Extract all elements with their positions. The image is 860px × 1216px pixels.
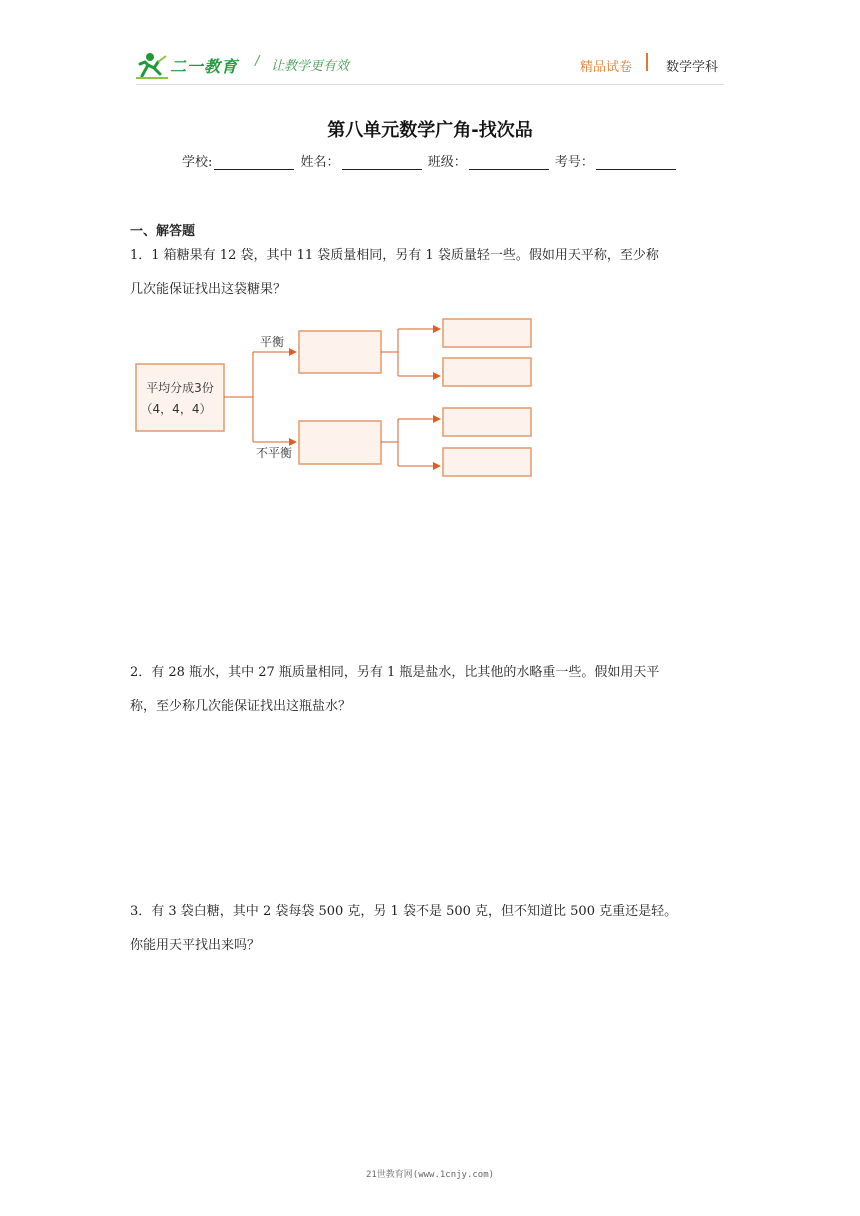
name-label: 姓名： [300, 155, 340, 170]
slogan-divider: / [255, 54, 260, 69]
name-field[interactable] [342, 155, 422, 170]
answer-box-mid-top [299, 331, 381, 373]
school-label: 学校: [182, 155, 213, 170]
branch-unbalanced-label: 不平衡 [256, 446, 293, 460]
page-footer: 21世教育网(www.1cnjy.com) [365, 1170, 495, 1180]
connector [381, 419, 398, 466]
answer-box-right-1 [443, 319, 531, 347]
header-rule [136, 84, 724, 85]
answer-box-mid-bottom [299, 421, 381, 464]
page-title: 第八单元数学广角-找次品 [327, 120, 533, 141]
question-text: 几次能保证找出这袋糖果？ [130, 282, 287, 297]
question-text: 你能用天平找出来吗？ [130, 938, 261, 953]
tag-premium: 精品试卷 [579, 60, 632, 75]
connector [381, 329, 398, 376]
question-3 [130, 895, 730, 963]
answer-box-right-4 [443, 448, 531, 476]
school-field[interactable] [214, 155, 294, 170]
answer-box-right-3 [443, 408, 531, 436]
exam-no-field[interactable] [596, 155, 676, 170]
weighing-flow-diagram [133, 316, 543, 486]
branch-balanced-label: 平衡 [260, 335, 285, 349]
question-text: 1．1 箱糖果有 12 袋，其中 11 袋质量相同，另有 1 袋质量轻一些。假如用天平称，至少称 [130, 248, 659, 263]
question-text: 3．有 3 袋白糖，其中 2 袋每袋 500 克，另 1 袋不是 500 克，但不知道比 500 克重还是轻。 [130, 904, 678, 919]
slogan: 让教学更有效 [271, 59, 350, 74]
student-info [182, 151, 678, 170]
tag-subject: 数学学科 [665, 60, 718, 75]
class-label: 班级： [427, 155, 467, 170]
question-text: 2．有 28 瓶水，其中 27 瓶质量相同，另有 1 瓶是盐水，比其他的水略重一些。假如用天平 [130, 665, 660, 680]
start-box-values: （4，4，4） [140, 402, 212, 416]
exam-no-label: 考号： [554, 155, 594, 170]
question-text: 称，至少称几次能保证找出这瓶盐水？ [130, 699, 352, 714]
class-field[interactable] [469, 155, 549, 170]
question-1 [130, 239, 730, 307]
start-box [136, 364, 224, 431]
logo-text: 二一教育 [170, 57, 239, 76]
connector [224, 352, 253, 442]
section-heading: 一、解答题 [130, 224, 196, 239]
tag-divider [646, 53, 648, 71]
question-2 [130, 656, 730, 724]
start-box-label: 平均分成3份 [146, 381, 214, 395]
page-header [136, 50, 724, 82]
answer-box-right-2 [443, 358, 531, 386]
